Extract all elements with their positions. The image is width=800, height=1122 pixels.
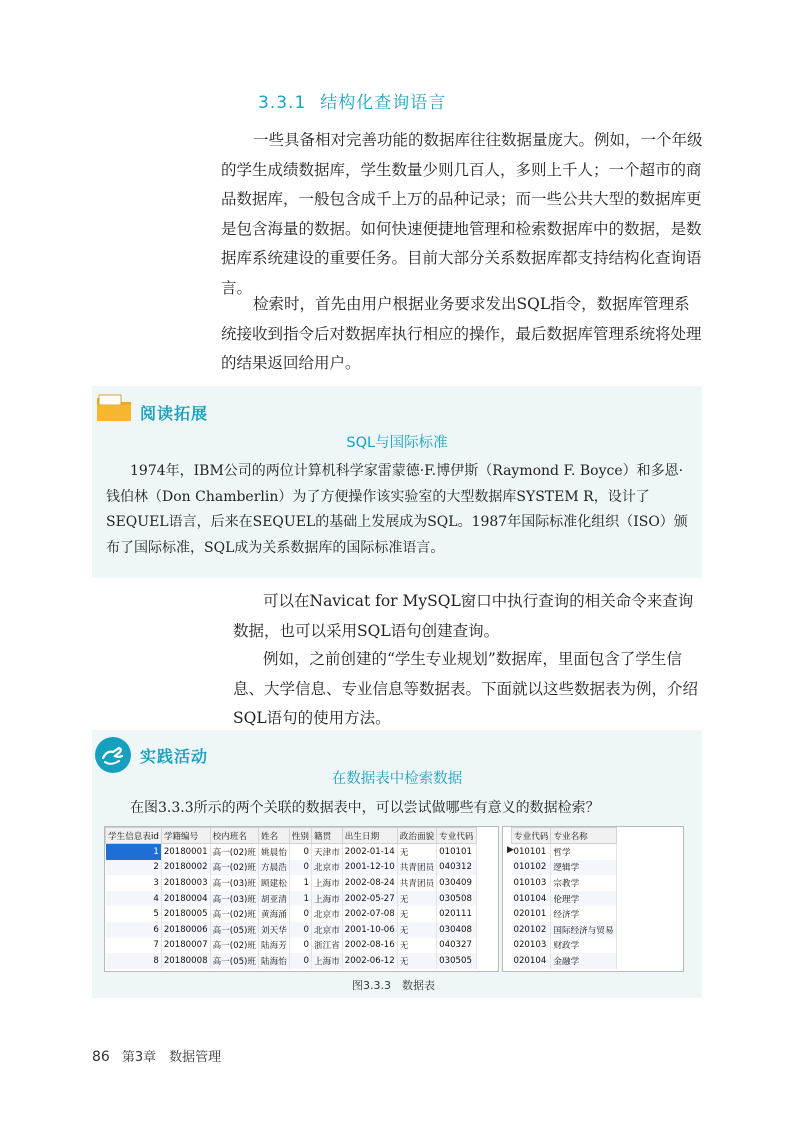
section-title: 结构化查询语言 <box>320 93 447 113</box>
student-table-cell[interactable]: 0 <box>289 844 311 860</box>
paragraph-intro: 一些具备相对完善功能的数据库往往数据量庞大。例如，一个年级的学生成绩数据库，学生数量少则几百人，多则上千人；一个超市的商品数据库，一般包含成千上万的品种记录；而一些公共大型的数据库更是包含海量的数据。如何快速便捷地管理和检索数据库中的数据，是数据库系统建设的重要任务。目前大部分关系数据库都支持结构化查询语言。 <box>221 131 703 297</box>
student-table-cell[interactable]: 040312 <box>437 860 476 876</box>
student-table-cell[interactable]: 6 <box>106 922 162 938</box>
student-table-header-cell[interactable]: 学生信息表id <box>106 828 162 844</box>
student-table-row[interactable] <box>106 906 477 922</box>
student-table-cell[interactable]: 0 <box>289 860 311 876</box>
student-table-cell[interactable]: 20180001 <box>161 844 210 860</box>
student-table-cell[interactable]: 2001-12-10 <box>342 860 397 876</box>
student-table-cell[interactable]: 高一(03)班 <box>210 891 258 907</box>
major-table-row[interactable] <box>512 953 617 969</box>
student-table-cell[interactable]: 0 <box>289 906 311 922</box>
student-table-cell[interactable]: 20180008 <box>161 953 210 969</box>
paragraph-example: 例如，之前创建的“学生专业规划”数据库，里面包含了学生信息、大学信息、专业信息等数据表。下面就以这些数据表为例，介绍SQL语句的使用方法。 <box>233 650 699 727</box>
major-table-row[interactable] <box>512 906 617 922</box>
student-table-cell[interactable]: 20180004 <box>161 891 210 907</box>
major-table-cell[interactable]: 020101 <box>512 906 551 922</box>
student-table-cell[interactable]: 高一(05)班 <box>210 953 258 969</box>
major-table[interactable] <box>502 826 684 972</box>
chapter-name: 第3章 数据管理 <box>121 1050 222 1065</box>
student-table-cell[interactable]: 030505 <box>437 953 476 969</box>
student-table-cell[interactable]: 20180002 <box>161 860 210 876</box>
major-table-cell[interactable]: 010103 <box>512 875 551 891</box>
student-table-cell[interactable]: 胡亚清 <box>259 891 290 907</box>
student-table-header-cell[interactable]: 专业代码 <box>437 828 476 844</box>
student-table-cell[interactable]: 无 <box>397 922 436 938</box>
student-table-cell[interactable]: 黄海涌 <box>259 906 290 922</box>
student-table-cell[interactable]: 040327 <box>437 938 476 954</box>
paragraph-navicat: 可以在Navicat for MySQL窗口中执行查询的相关命令来查询数据，也可以采用SQL语句创建查询。 <box>233 592 694 640</box>
student-table-cell[interactable]: 4 <box>106 891 162 907</box>
student-table-cell[interactable]: 020111 <box>437 906 476 922</box>
major-table-row[interactable] <box>512 844 617 860</box>
paragraph-retrieval: 检索时，首先由用户根据业务要求发出SQL指令，数据库管理系统接收到指令后对数据库执行相应的操作，最后数据库管理系统将处理的结果返回给用户。 <box>221 295 702 372</box>
student-table-cell[interactable]: 1 <box>106 844 162 860</box>
student-table-cell[interactable]: 无 <box>397 844 436 860</box>
major-table-row[interactable] <box>512 922 617 938</box>
student-table-cell[interactable]: 北京市 <box>312 860 343 876</box>
student-table-cell[interactable]: 无 <box>397 906 436 922</box>
student-table-header-cell[interactable]: 学籍编号 <box>161 828 210 844</box>
student-table-cell[interactable]: 陆海芳 <box>259 938 290 954</box>
student-table-cell[interactable]: 无 <box>397 953 436 969</box>
student-table-row[interactable] <box>106 860 477 876</box>
student-table-cell[interactable]: 2002-05-27 <box>342 891 397 907</box>
student-table-cell[interactable]: 北京市 <box>312 906 343 922</box>
student-table-row[interactable] <box>106 938 477 954</box>
student-table-row[interactable] <box>106 953 477 969</box>
student-table-cell[interactable]: 上海市 <box>312 875 343 891</box>
student-table-cell[interactable]: 1 <box>289 891 311 907</box>
student-table-cell[interactable]: 高一(02)班 <box>210 860 258 876</box>
student-table-cell[interactable]: 2002-08-16 <box>342 938 397 954</box>
student-grid <box>105 827 477 969</box>
major-table-cell[interactable]: 020104 <box>512 953 551 969</box>
major-table-cell[interactable]: 010102 <box>512 860 551 876</box>
student-table-row[interactable] <box>106 875 477 891</box>
student-table-header-cell[interactable]: 性别 <box>289 828 311 844</box>
figure-caption: 图3.3.3 数据表 <box>352 979 435 992</box>
student-table-cell[interactable]: 共青团员 <box>397 860 436 876</box>
student-table-cell[interactable]: 030508 <box>437 891 476 907</box>
student-table-cell[interactable]: 20180007 <box>161 938 210 954</box>
student-table-cell[interactable]: 5 <box>106 906 162 922</box>
student-table-row[interactable] <box>106 844 477 860</box>
student-table-cell[interactable]: 上海市 <box>312 953 343 969</box>
reading-box-text: 1974年，IBM公司的两位计算机科学家雷蒙德·F.博伊斯（Raymond F. Boyce）和多恩·钱伯林（Don Chamberlin）为了方便操作该实验室的大型数据库SYSTEM R，设计了SEQUEL语言，后来在SEQUEL的基础上发展成为SQL。1987年国际标准化组织（ISO）颁布了国际标准，SQL成为关系数据库的国际标准语言。 <box>106 463 688 556</box>
student-table-cell[interactable]: 3 <box>106 875 162 891</box>
major-table-row[interactable] <box>512 891 617 907</box>
activity-box-label: 实践活动 <box>140 747 209 766</box>
student-table-cell[interactable]: 2001-10-06 <box>342 922 397 938</box>
student-table-cell[interactable]: 010101 <box>437 844 476 860</box>
student-table-cell[interactable]: 1 <box>289 875 311 891</box>
major-table-header-cell[interactable]: 专业代码 <box>512 828 551 844</box>
major-table-cell[interactable]: 020102 <box>512 922 551 938</box>
student-table-cell[interactable]: 20180003 <box>161 875 210 891</box>
student-table-cell[interactable]: 8 <box>106 953 162 969</box>
major-table-cell[interactable]: 逻辑学 <box>551 860 616 876</box>
student-table-header-cell[interactable]: 姓名 <box>259 828 290 844</box>
major-table-cell[interactable]: 宗教学 <box>551 875 616 891</box>
major-table-row[interactable] <box>512 860 617 876</box>
student-table-cell[interactable]: 030409 <box>437 875 476 891</box>
student-table-cell[interactable]: 0 <box>289 922 311 938</box>
major-table-cell[interactable]: 010104 <box>512 891 551 907</box>
major-table-cell[interactable]: 财政学 <box>551 938 616 954</box>
page-number: 86 <box>92 1049 110 1065</box>
student-table-cell[interactable]: 2 <box>106 860 162 876</box>
student-table-header-cell[interactable]: 籍贯 <box>312 828 343 844</box>
student-table-cell[interactable]: 方晨浩 <box>259 860 290 876</box>
folder-icon <box>95 393 133 423</box>
student-table-cell[interactable]: 上海市 <box>312 891 343 907</box>
student-table-cell[interactable]: 无 <box>397 938 436 954</box>
student-table-cell[interactable]: 共青团员 <box>397 875 436 891</box>
major-table-cell[interactable]: 经济学 <box>551 906 616 922</box>
major-table-header-cell[interactable]: 专业名称 <box>551 828 616 844</box>
row-marker-icon: ▶ <box>507 845 514 855</box>
student-table-header-cell[interactable]: 出生日期 <box>342 828 397 844</box>
student-table-cell[interactable]: 高一(05)班 <box>210 922 258 938</box>
student-table-row[interactable] <box>106 922 477 938</box>
student-table-cell[interactable]: 高一(02)班 <box>210 906 258 922</box>
student-table-cell[interactable]: 高一(02)班 <box>210 938 258 954</box>
major-table-cell[interactable]: 020103 <box>512 938 551 954</box>
major-table-cell[interactable]: 国际经济与贸易 <box>551 922 616 938</box>
student-table-cell[interactable]: 刘天华 <box>259 922 290 938</box>
student-table-cell[interactable]: 顾建松 <box>259 875 290 891</box>
reading-box-label: 阅读拓展 <box>140 404 209 423</box>
student-table-cell[interactable]: 0 <box>289 953 311 969</box>
student-table-cell[interactable]: 20180005 <box>161 906 210 922</box>
student-table-cell[interactable]: 2002-06-12 <box>342 953 397 969</box>
student-table-cell[interactable]: 北京市 <box>312 922 343 938</box>
reading-box-title: SQL与国际标准 <box>346 435 448 451</box>
major-table-cell[interactable]: 010101 <box>512 844 551 860</box>
section-heading <box>258 88 460 113</box>
major-table-cell[interactable]: 金融学 <box>551 953 616 969</box>
section-number: 3.3.1 <box>258 93 307 113</box>
student-table-cell[interactable]: 7 <box>106 938 162 954</box>
student-table-cell[interactable]: 无 <box>397 891 436 907</box>
student-table-cell[interactable]: 姚晨怡 <box>259 844 290 860</box>
student-table-cell[interactable]: 2002-08-24 <box>342 875 397 891</box>
activity-question: 在图3.3.3所示的两个关联的数据表中，可以尝试做哪些有意义的数据检索？ <box>130 800 600 816</box>
student-table[interactable] <box>104 826 499 972</box>
student-table-cell[interactable]: 0 <box>289 938 311 954</box>
student-table-cell[interactable]: 20180006 <box>161 922 210 938</box>
student-table-cell[interactable]: 2002-01-14 <box>342 844 397 860</box>
page-footer <box>92 1046 221 1065</box>
student-table-cell[interactable]: 天津市 <box>312 844 343 860</box>
major-table-row[interactable] <box>512 875 617 891</box>
student-table-cell[interactable]: 高一(03)班 <box>210 875 258 891</box>
student-table-cell[interactable]: 浙江省 <box>312 938 343 954</box>
student-table-cell[interactable]: 030408 <box>437 922 476 938</box>
student-table-header-cell[interactable]: 校内班名 <box>210 828 258 844</box>
student-table-cell[interactable]: 高一(02)班 <box>210 844 258 860</box>
major-table-cell[interactable]: 伦理学 <box>551 891 616 907</box>
student-table-header-cell[interactable]: 政治面貌 <box>397 828 436 844</box>
major-grid <box>511 827 617 969</box>
major-table-cell[interactable]: 哲学 <box>551 844 616 860</box>
student-table-row[interactable] <box>106 891 477 907</box>
major-table-row[interactable] <box>512 938 617 954</box>
activity-box-title: 在数据表中检索数据 <box>331 771 463 787</box>
student-table-cell[interactable]: 2002-07-08 <box>342 906 397 922</box>
student-table-cell[interactable]: 陆海怡 <box>259 953 290 969</box>
